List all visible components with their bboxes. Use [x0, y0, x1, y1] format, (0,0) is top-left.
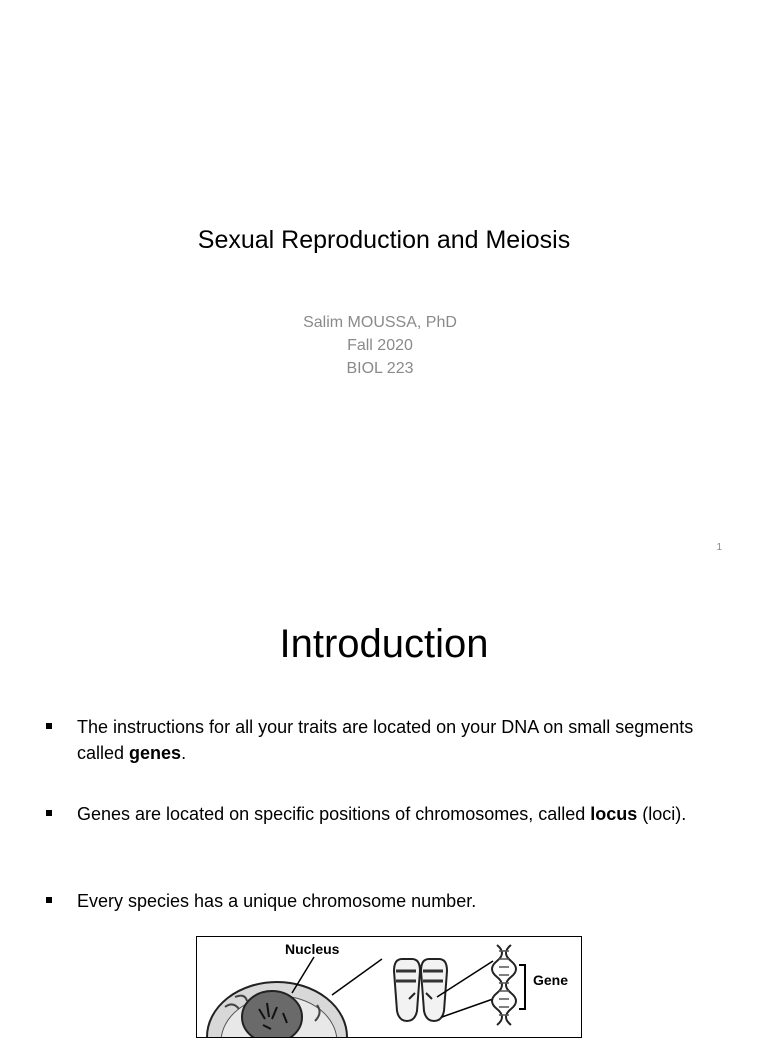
nucleus-label: Nucleus [285, 941, 340, 957]
slide-title: Introduction [279, 622, 489, 666]
slide-subtitle [0, 311, 760, 380]
gene-label: Gene [533, 972, 569, 988]
bullet-text: Genes are located on specific positions of chromosomes, called locus (loci). [77, 804, 687, 824]
bullet-square-icon [46, 810, 52, 816]
slide-title: Sexual Reproduction and Meiosis [197, 226, 571, 254]
gene-bracket [519, 965, 525, 1009]
course-line: BIOL 223 [346, 360, 414, 377]
cell-chromosome-figure [196, 936, 582, 1038]
introduction-slide [0, 576, 768, 1024]
author-line: Salim MOUSSA, PhD [303, 314, 457, 331]
term-line: Fall 2020 [347, 337, 413, 354]
bullet-text: Every species has a unique chromosome number. [77, 891, 477, 911]
cell-illustration [207, 982, 347, 1037]
bullet-text: The instructions for all your traits are located on your DNA on small segments called genes. [77, 717, 694, 763]
dna-helix-illustration [492, 945, 516, 1025]
bullet-square-icon [46, 897, 52, 903]
bullet-square-icon [46, 723, 52, 729]
chromosome-illustration [394, 959, 447, 1021]
page-number: 1 [716, 542, 722, 553]
